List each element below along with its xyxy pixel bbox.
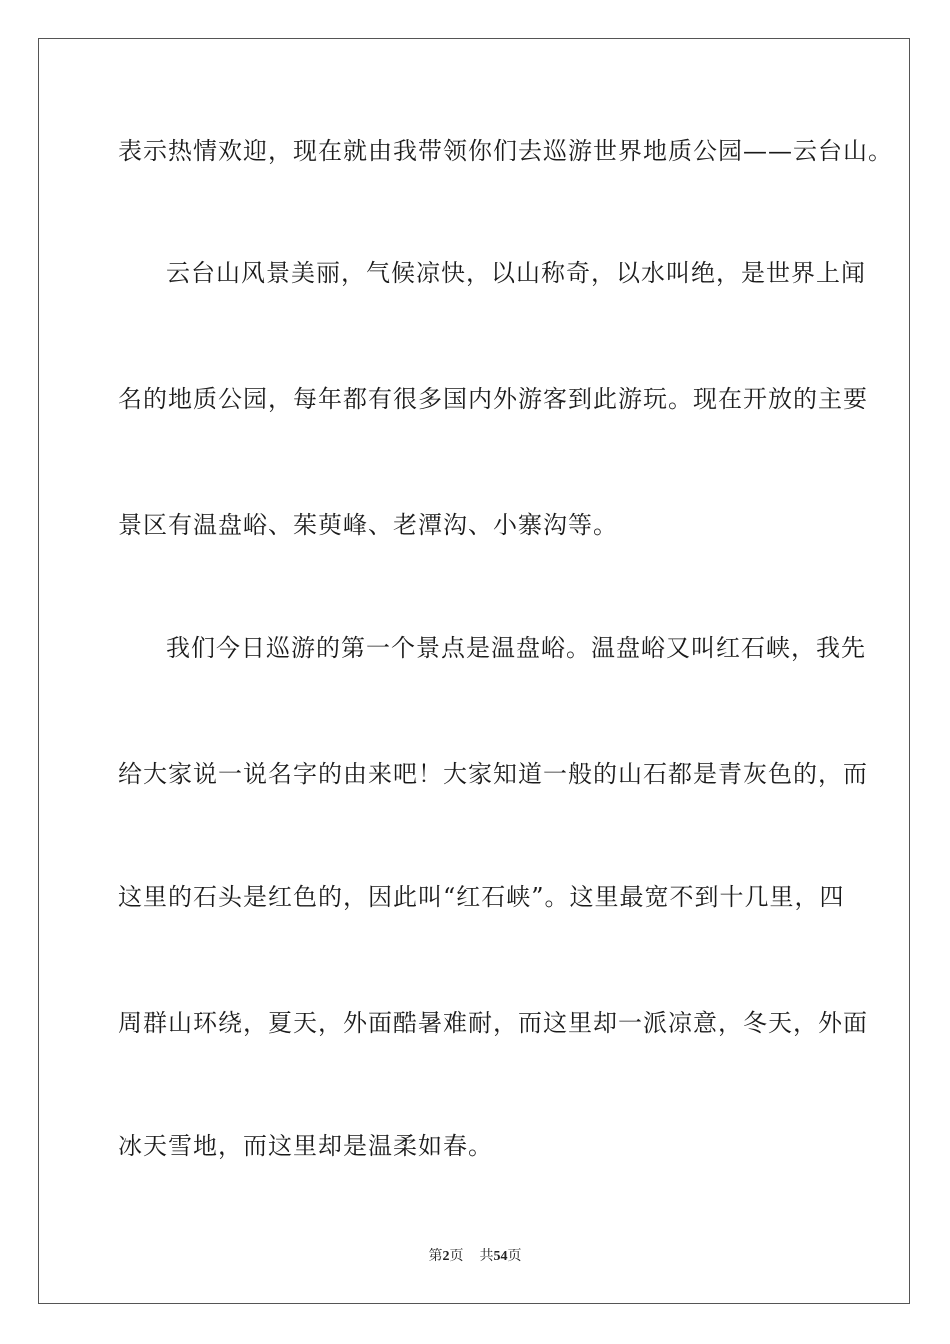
- total-prefix: 共: [479, 1248, 494, 1264]
- text-line-9: 冰天雪地，而这里却是温柔如春。: [118, 1132, 493, 1160]
- text-line-1: 表示热情欢迎，现在就由我带领你们去巡游世界地质公园——云台山。: [118, 137, 893, 165]
- total-suffix: 页: [507, 1248, 522, 1264]
- text-line-6: 给大家说一说名字的由来吧！大家知道一般的山石都是青灰色的，而: [118, 760, 868, 788]
- page-footer: [0, 1247, 950, 1266]
- page-prefix: 第: [428, 1248, 443, 1264]
- text-line-8: 周群山环绕，夏天，外面酷暑难耐，而这里却一派凉意，冬天，外面: [118, 1009, 868, 1037]
- text-line-5: 我们今日巡游的第一个景点是温盘峪。温盘峪又叫红石峡，我先: [166, 634, 866, 662]
- page-border: [38, 38, 910, 1304]
- text-line-7: 这里的石头是红色的，因此叫“红石峡”。这里最宽不到十几里，四: [118, 883, 845, 911]
- total-pages: 54: [493, 1249, 508, 1264]
- page-number: 2: [442, 1249, 450, 1264]
- text-line-4: 景区有温盘峪、茱萸峰、老潭沟、小寨沟等。: [118, 511, 618, 539]
- text-line-2: 云台山风景美丽，气候凉快，以山称奇，以水叫绝，是世界上闻: [166, 259, 866, 287]
- page-suffix: 页: [449, 1248, 464, 1264]
- text-line-3: 名的地质公园，每年都有很多国内外游客到此游玩。现在开放的主要: [118, 385, 868, 413]
